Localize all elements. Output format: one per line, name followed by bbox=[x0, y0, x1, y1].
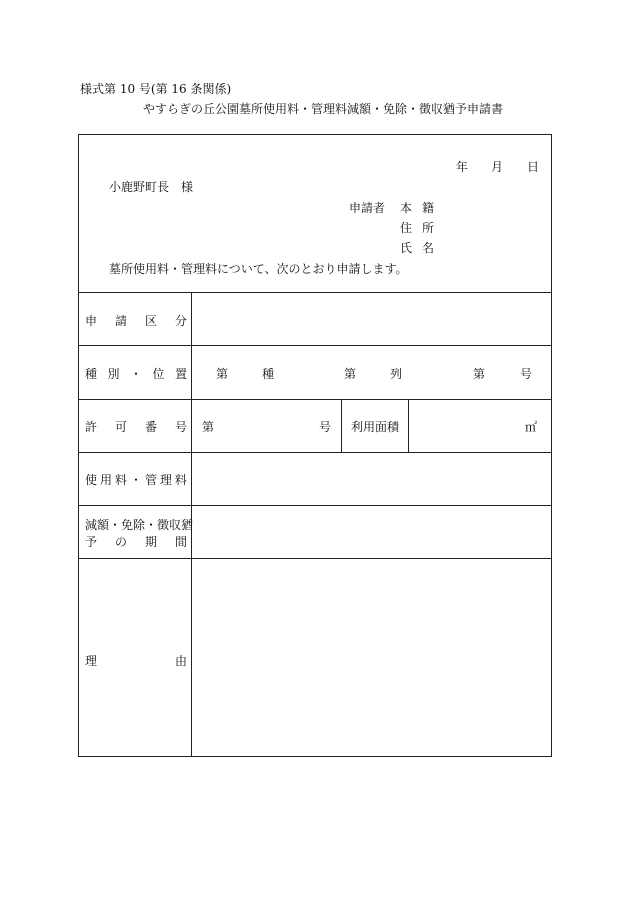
domicile-label-1: 本 bbox=[400, 201, 413, 215]
reduction-period-label-line2: 予 の 期 間 bbox=[85, 535, 187, 549]
section-prefix: 第 bbox=[216, 367, 229, 381]
row-suffix: 列 bbox=[390, 367, 403, 381]
date-month-label: 月 bbox=[491, 160, 504, 174]
date-year-label: 年 bbox=[456, 160, 469, 174]
application-type-label: 申 請 区 分 bbox=[85, 314, 187, 328]
form-title: やすらぎの丘公園墓所使用料・管理料減額・免除・徴収猶予申請書 bbox=[143, 102, 504, 116]
addressee: 小鹿野町長 様 bbox=[109, 180, 194, 194]
row-divider bbox=[79, 558, 551, 559]
type-position-label: 種 別 ・ 位 置 bbox=[85, 367, 187, 381]
area-unit: ㎡ bbox=[525, 420, 538, 434]
date-day-label: 日 bbox=[527, 160, 540, 174]
area-column-divider bbox=[341, 399, 342, 452]
reason-label: 理 由 bbox=[85, 654, 187, 668]
permit-prefix: 第 bbox=[202, 420, 215, 434]
name-label-2: 名 bbox=[422, 241, 435, 255]
number-suffix: 号 bbox=[520, 367, 533, 381]
area-column-divider bbox=[408, 399, 409, 452]
form-number: 様式第 10 号(第 16 条関係) bbox=[80, 82, 232, 96]
domicile-label-2: 籍 bbox=[422, 201, 435, 215]
area-label: 利用面積 bbox=[351, 420, 400, 434]
fee-label: 使 用 料 ・ 管 理 料 bbox=[85, 473, 187, 487]
application-form-table bbox=[78, 134, 552, 757]
name-label-1: 氏 bbox=[400, 241, 413, 255]
address-label-1: 住 bbox=[400, 221, 413, 235]
number-prefix: 第 bbox=[473, 367, 486, 381]
permit-number-label: 許 可 番 号 bbox=[85, 420, 187, 434]
row-prefix: 第 bbox=[344, 367, 357, 381]
row-divider bbox=[79, 345, 551, 346]
row-divider bbox=[79, 505, 551, 506]
applicant-label: 申請者 bbox=[349, 201, 386, 215]
reduction-period-label-line1: 減額・免除・徴収猶 bbox=[85, 518, 194, 532]
row-divider bbox=[79, 292, 551, 293]
address-label-2: 所 bbox=[422, 221, 435, 235]
application-statement: 墓所使用料・管理料について、次のとおり申請します。 bbox=[109, 262, 408, 276]
permit-suffix: 号 bbox=[319, 420, 332, 434]
section-suffix: 種 bbox=[262, 367, 275, 381]
row-divider bbox=[79, 399, 551, 400]
row-divider bbox=[79, 452, 551, 453]
